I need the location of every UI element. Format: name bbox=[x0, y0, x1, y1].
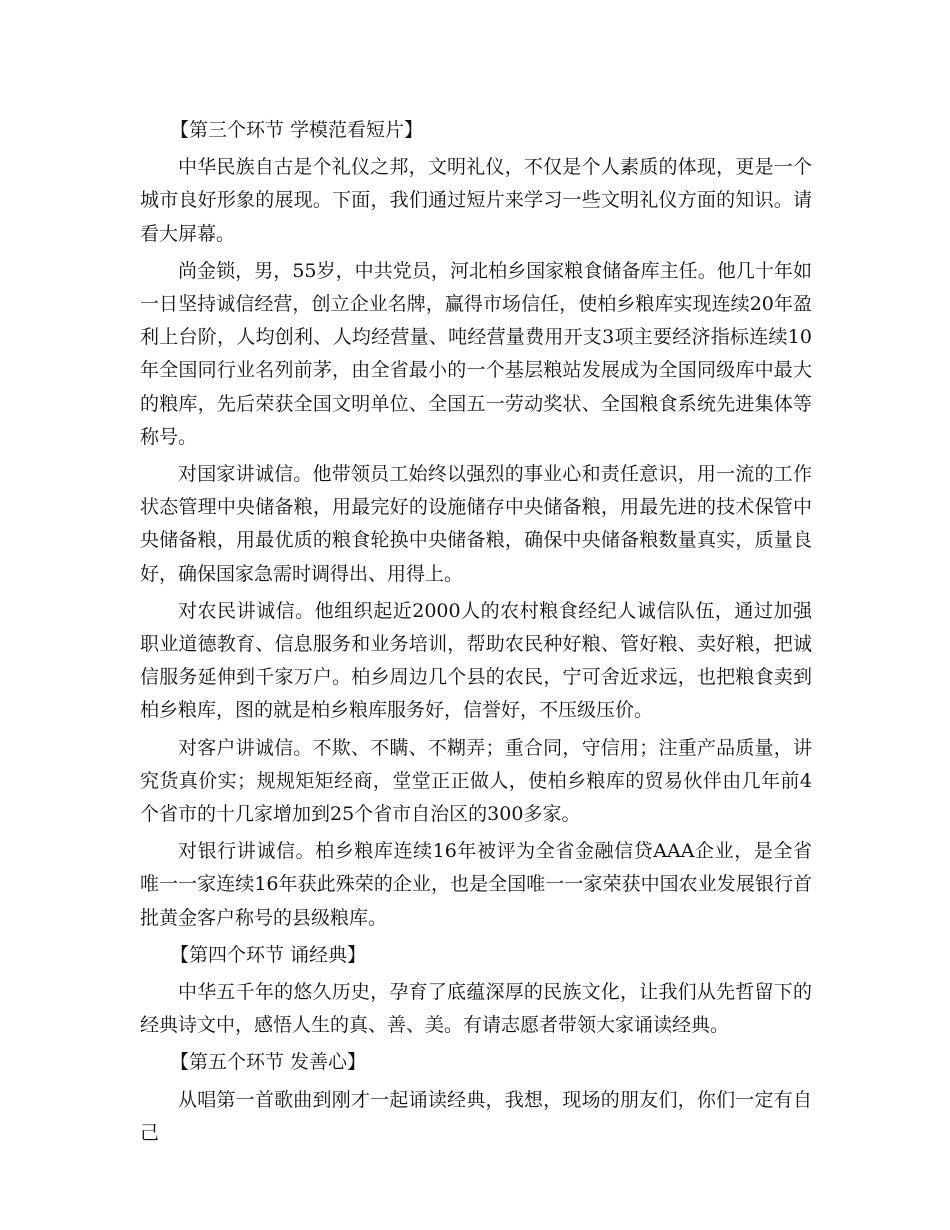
paragraph-kindness: 从唱第一首歌曲到刚才一起诵读经典，我想，现场的朋友们，你们一定有自己 bbox=[140, 1088, 812, 1144]
paragraph-farmer-integrity: 对农民讲诚信。他组织起近2000人的农村粮食经纪人诚信队伍，通过加强职业道德教育、信息服务和业务培训，帮助农民种好粮、管好粮、卖好粮，把诚信服务延伸到千家万户。柏乡周边几个县的农民，宁可舍近求远，也把粮食卖到柏乡粮库，图的就是柏乡粮库服务好，信誉好，不压级压价。 bbox=[140, 599, 812, 722]
section-heading-5: 【第五个环节 发善心】 bbox=[170, 1051, 367, 1074]
paragraph-state-integrity: 对国家讲诚信。他带领员工始终以强烈的事业心和责任意识，用一流的工作状态管理中央储备粮，用最完好的设施储存中央储备粮，用最先进的技术保管中央储备粮，用最优质的粮食轮换中央储备粮，确保中央储备粮数量真实，质量良好，确保国家急需时调得出、用得上。 bbox=[140, 463, 812, 585]
section-heading-4: 【第四个环节 诵经典】 bbox=[170, 943, 367, 966]
document-body bbox=[140, 114, 812, 1154]
paragraph-intro-etiquette: 中华民族自古是个礼仪之邦，文明礼仪，不仅是个人素质的体现，更是一个城市良好形象的展现。下面，我们通过短片来学习一些文明礼仪方面的知识。请看大屏幕。 bbox=[140, 156, 812, 245]
paragraph-classics: 中华五千年的悠久历史，孕育了底蕴深厚的民族文化，让我们从先哲留下的经典诗文中，感悟人生的真、善、美。有请志愿者带领大家诵读经典。 bbox=[140, 981, 812, 1037]
paragraph-client-integrity: 对客户讲诚信。不欺、不瞒、不糊弄；重合同，守信用；注重产品质量，讲究货真价实；规规矩矩经商，堂堂正正做人，使柏乡粮库的贸易伙伴由几年前4个省市的十几家增加到25个省市自治区的300多家。 bbox=[140, 736, 812, 826]
paragraph-bank-integrity: 对银行讲诚信。柏乡粮库连续16年被评为全省金融信贷AAA企业，是全省唯一一家连续16年获此殊荣的企业，也是全国唯一一家荣获中国农业发展银行首批黄金客户称号的县级粮库。 bbox=[140, 840, 812, 929]
paragraph-profile: 尚金锁，男，55岁，中共党员，河北柏乡国家粮食储备库主任。他几十年如一日坚持诚信经营，创立企业名牌，赢得市场信任，使柏乡粮库实现连续20年盈利上台阶，人均创利、人均经营量、吨经营量费用开支3项主要经济指标连续10年全国同行业名列前茅，由全省最小的一个基层粮站发展成为全国同级库中最大的粮库，先后荣获全国文明单位、全国五一劳动奖状、全国粮食系统先进集体等称号。 bbox=[140, 259, 812, 448]
section-heading-3: 【第三个环节 学模范看短片】 bbox=[170, 119, 424, 141]
